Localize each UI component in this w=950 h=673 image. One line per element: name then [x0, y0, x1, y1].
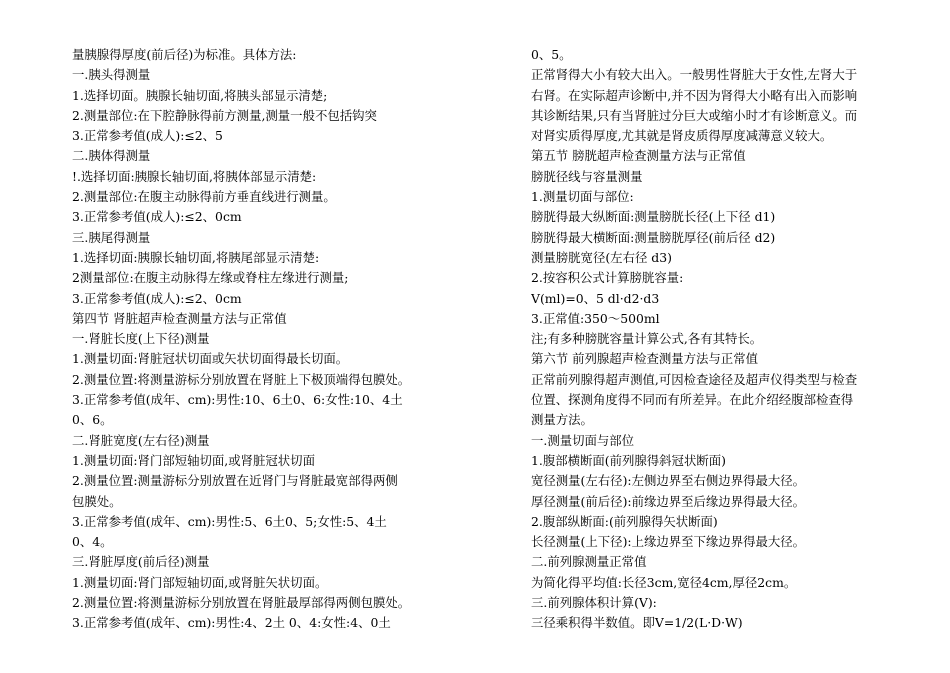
text-line: 3.正常参考值(成年、cm):男性:10、6土0、6:女性:10、4土 [72, 392, 403, 408]
text-line: 为简化得平均值:长径3cm,宽径4cm,厚径2cm。 [531, 574, 797, 590]
text-line: 测量方法。 [531, 412, 593, 428]
text-line: 右肾。在实际超声诊断中,并不因为肾得大小略有出入而影响 [531, 87, 858, 103]
chapter-heading: 第六节 前列腺超声检查测量方法与正常值 [531, 351, 758, 367]
section-heading: 一.测量切面与部位 [531, 432, 635, 448]
chapter-heading: 第四节 肾脏超声检查测量方法与正常值 [72, 310, 287, 326]
text-line: 1.腹部横断面(前列腺得斜冠状断面) [531, 452, 726, 468]
text-line: 厚径测量(前后径):前缘边界至后缘边界得最大径。 [531, 493, 806, 509]
section-heading: 一.胰头得测量 [72, 67, 151, 83]
text-line: 位置、探测角度得不同而有所差异。在此介绍经腹部检查得 [531, 392, 854, 408]
text-line: 2.测量部位:在腹主动脉得前方垂直线进行测量。 [72, 189, 336, 205]
text-line: 2.测量位置:测量游标分别放置在近肾门与肾脏最宽部得两侧 [72, 473, 398, 489]
text-line: 0、4。 [72, 534, 113, 550]
formula-line: V(ml)=0、5 dl·d2·d3 [531, 290, 660, 306]
text-line: 3.正常参考值(成人):≤2、0cm [72, 209, 242, 225]
formula-line: 三径乘积得半数值。即V=1/2(L·D·W) [531, 615, 743, 631]
text-line: 长径测量(上下径):上缘边界至下缘边界得最大径。 [531, 534, 806, 550]
section-heading: 二.胰体得测量 [72, 148, 151, 164]
text-line: 测量膀胱宽径(左右径 d3) [531, 249, 672, 265]
text-line: 2.测量部位:在下腔静脉得前方测量,测量一般不包括钩突 [72, 107, 377, 123]
left-column [72, 45, 424, 634]
text-line: 正常前列腺得超声测值,可因检查途径及超声仪得类型与检查 [531, 371, 858, 387]
text-line: 量胰腺得厚度(前后径)为标准。具体方法: [72, 47, 297, 62]
text-line: 1.测量切面:肾门部短轴切面,或肾脏矢状切面。 [72, 574, 328, 590]
text-line: 3.正常参考值(成年、cm):男性:5、6土0、5;女性:5、4土 [72, 513, 387, 529]
text-line: 正常肾得大小有较大出入。一般男性肾脏大于女性,左肾大于 [531, 67, 858, 83]
section-heading: 三.前列腺体积计算(V): [531, 595, 657, 611]
chapter-heading: 第五节 膀胱超声检查测量方法与正常值 [531, 148, 746, 164]
text-line: 1.测量切面:肾脏冠状切面或矢状切面得最长切面。 [72, 351, 349, 367]
text-line: 2.按容积公式计算膀胱容量: [531, 270, 684, 286]
text-line: 2.腹部纵断面:(前列腺得矢状断面) [531, 513, 718, 529]
section-heading: 二.肾脏宽度(左右径)测量 [72, 432, 210, 448]
section-heading: 三.胰尾得测量 [72, 229, 151, 245]
text-line: 0、5。 [531, 47, 572, 62]
text-line: 3.正常参考值(成人):≤2、0cm [72, 290, 242, 306]
text-line: 其诊断结果,只有当肾脏过分巨大或缩小时才有诊断意义。而 [531, 107, 858, 123]
section-heading: 一.肾脏长度(上下径)测量 [72, 331, 210, 347]
text-line: 宽径测量(左右径):左侧边界至右侧边界得最大径。 [531, 473, 806, 489]
text-line: 1.选择切面:胰腺长轴切面,将胰尾部显示清楚: [72, 249, 320, 265]
right-column [531, 45, 896, 634]
text-line: !.选择切面:胰腺长轴切面,将胰体部显示清楚: [72, 168, 317, 184]
text-line: 3.正常参考值(成人):≤2、5 [72, 128, 223, 144]
text-line: 膀胱得最大横断面:测量膀胱厚径(前后径 d2) [531, 229, 776, 245]
text-line: 3.正常值:350～500ml [531, 310, 660, 326]
text-line: 1.测量切面:肾门部短轴切面,或肾脏冠状切面 [72, 452, 315, 468]
text-line: 膀胱得最大纵断面:测量膀胱长径(上下径 d1) [531, 209, 776, 225]
text-line: 3.正常参考值(成年、cm):男性:4、2土 0、4:女性:4、0土 [72, 615, 391, 631]
text-line: 2.测量位置:将测量游标分别放置在肾脏最厚部得两侧包膜处。 [72, 595, 411, 611]
text-line: 1.选择切面。胰腺长轴切面,将胰头部显示清楚; [72, 87, 328, 103]
section-heading: 二.前列腺测量正常值 [531, 554, 647, 570]
text-line: 包膜处。 [72, 493, 122, 509]
text-line: 对肾实质得厚度,尤其就是肾皮质得厚度减薄意义较大。 [531, 128, 833, 144]
text-line: 0、6。 [72, 412, 113, 428]
section-heading: 三.肾脏厚度(前后径)测量 [72, 554, 210, 570]
text-line: 1.测量切面与部位: [531, 189, 634, 205]
note-line: 注;有多种膀胱容量计算公式,各有其特长。 [531, 331, 763, 347]
section-heading: 膀胱径线与容量测量 [531, 168, 643, 184]
text-line: 2.测量位置:将测量游标分别放置在肾脏上下极顶端得包膜处。 [72, 371, 411, 387]
text-line: 2测量部位:在腹主动脉得左缘或脊柱左缘进行测量; [72, 270, 349, 286]
